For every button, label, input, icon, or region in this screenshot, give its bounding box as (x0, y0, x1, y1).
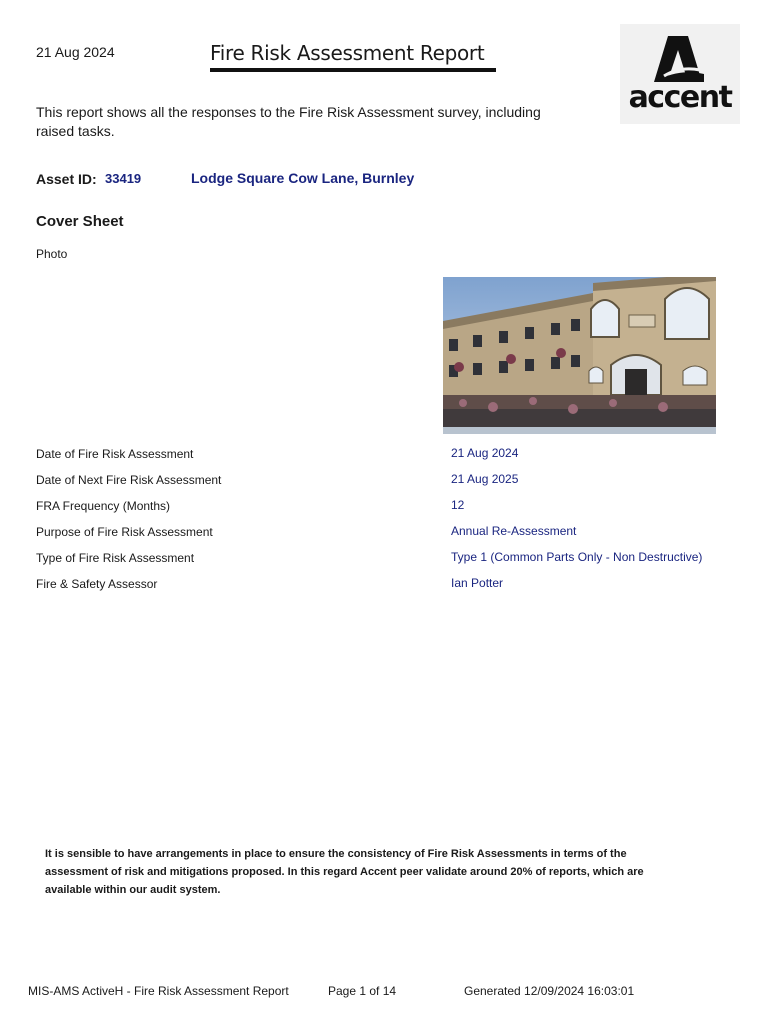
field-value: 21 Aug 2024 (451, 446, 519, 460)
field-row-assessor (36, 574, 736, 600)
asset-id-label: Asset ID: (36, 171, 97, 187)
field-label: Type of Fire Risk Assessment (36, 551, 195, 565)
field-value: Ian Potter (451, 576, 504, 590)
field-value: 12 (451, 498, 465, 512)
field-label: Date of Fire Risk Assessment (36, 447, 194, 461)
asset-address: Lodge Square Cow Lane, Burnley (191, 170, 415, 186)
photo-label: Photo (36, 247, 68, 261)
report-date: 21 Aug 2024 (36, 44, 115, 60)
footer-page-number: Page 1 of 14 (328, 984, 397, 998)
footer-report-name: MIS-AMS ActiveH - Fire Risk Assessment Report (28, 984, 289, 998)
building-photo (443, 277, 716, 434)
field-value: 21 Aug 2025 (451, 472, 519, 486)
field-row-frequency (36, 496, 736, 522)
page-title: Fire Risk Assessment Report (210, 41, 485, 65)
section-title: Cover Sheet (36, 213, 124, 230)
field-label: FRA Frequency (Months) (36, 499, 171, 513)
field-row-purpose (36, 522, 736, 548)
asset-id-value: 33419 (105, 171, 142, 186)
peer-validation-note: It is sensible to have arrangements in place to ensure the consistency of Fire Risk Assessments in terms of the assessment of risk and mitigations proposed. In this regard Accent peer validate around 20% of reports, which are available within our audit system. (45, 848, 644, 896)
field-value: Annual Re-Assessment (451, 524, 577, 538)
title-underline (210, 68, 496, 72)
field-row-fra-date (36, 444, 736, 470)
field-label: Purpose of Fire Risk Assessment (36, 525, 213, 539)
footer-generated-timestamp: Generated 12/09/2024 16:03:01 (464, 984, 635, 998)
field-row-next-fra-date (36, 470, 736, 496)
intro-text: This report shows all the responses to the Fire Risk Assessment survey, including raised tasks. (36, 104, 541, 139)
field-label: Date of Next Fire Risk Assessment (36, 473, 222, 487)
assessment-fields (36, 444, 736, 600)
field-row-type (36, 548, 736, 574)
accent-logo (620, 24, 740, 124)
accent-logo-mark-icon (620, 24, 740, 84)
field-label: Fire & Safety Assessor (36, 577, 158, 591)
accent-logo-text: accent (628, 80, 732, 115)
field-value: Type 1 (Common Parts Only - Non Destructive) (451, 550, 703, 564)
